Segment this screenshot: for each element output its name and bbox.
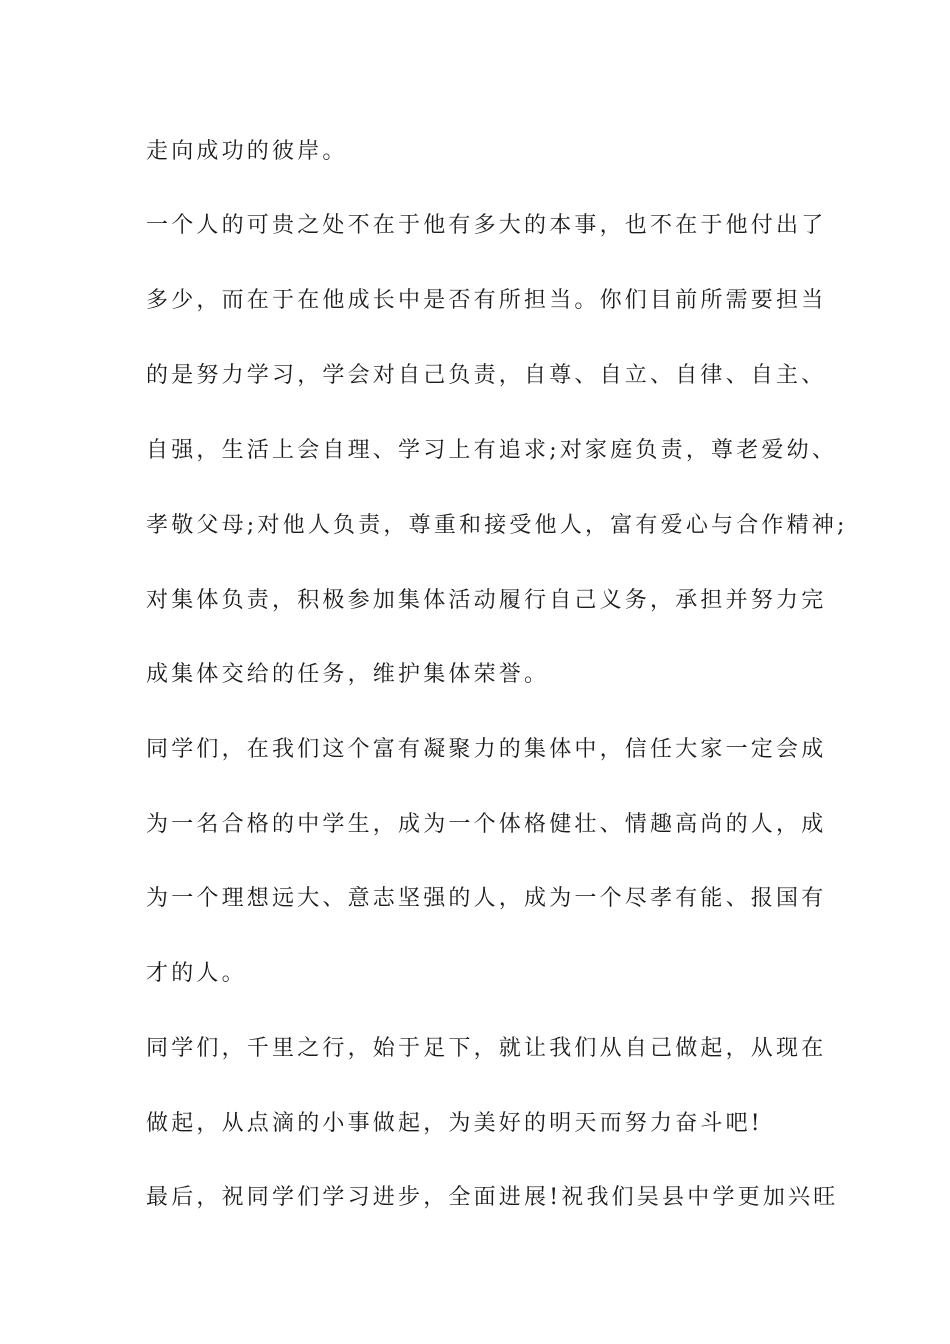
text-line: 为一名合格的中学生，成为一个体格健壮、情趣高尚的人，成 bbox=[146, 812, 827, 837]
text-line: 做起，从点滴的小事做起，为美好的明天而努力奋斗吧! bbox=[146, 1111, 763, 1136]
text-line: 为一个理想远大、意志坚强的人，成为一个尽孝有能、报国有 bbox=[146, 886, 827, 911]
text-line: 同学们，在我们这个富有凝聚力的集体中，信任大家一定会成 bbox=[146, 737, 827, 762]
text-line: 的是努力学习，学会对自己负责，自尊、自立、自律、自主、 bbox=[146, 363, 827, 388]
text-line: 最后，祝同学们学习进步，全面进展!祝我们吴县中学更加兴旺 bbox=[146, 1185, 839, 1210]
text-line: 孝敬父母;对他人负责，尊重和接受他人，富有爱心与合作精神; bbox=[146, 513, 848, 538]
text-line: 同学们，千里之行，始于足下，就让我们从自己做起，从现在 bbox=[146, 1036, 827, 1061]
text-line: 对集体负责，积极参加集体活动履行自己义务，承担并努力完 bbox=[146, 588, 827, 613]
text-line: 才的人。 bbox=[146, 961, 247, 986]
text-line: 自强，生活上会自理、学习上有追求;对家庭负责，尊老爱幼、 bbox=[146, 438, 838, 463]
text-line: 多少，而在于在他成长中是否有所担当。你们目前所需要担当 bbox=[146, 288, 827, 313]
text-line: 成集体交给的任务，维护集体荣誉。 bbox=[146, 662, 550, 687]
text-line: 走向成功的彼岸。 bbox=[146, 139, 348, 164]
text-line: 一个人的可贵之处不在于他有多大的本事，也不在于他付出了 bbox=[146, 213, 827, 238]
